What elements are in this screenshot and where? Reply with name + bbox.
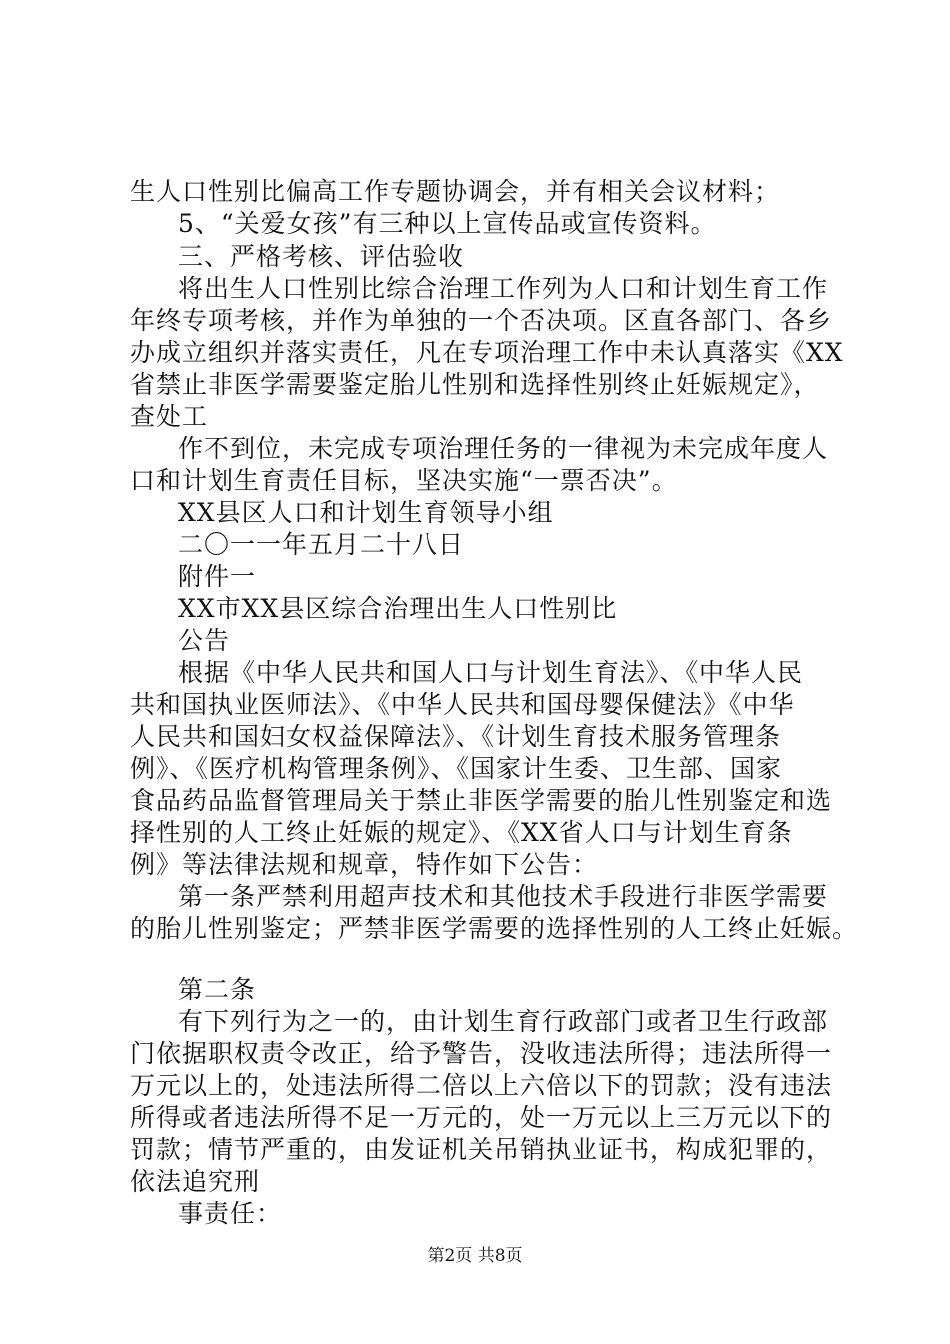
text-line: 的胎儿性别鉴定；严禁非医学需要的选择性别的人工终止妊娠。 — [130, 914, 859, 943]
text-line: 第一条严禁利用超声技术和其他技术手段进行非医学需要 — [178, 882, 829, 911]
text-line: 根据《中华人民共和国人口与计划生育法》、《中华人民 — [178, 658, 804, 687]
text-line: 事责任： — [178, 1199, 283, 1228]
text-line: 择性别的人工终止妊娠的规定》、《XX省人口与计划生育条 — [130, 818, 793, 847]
text-line: 5、“关爱女孩”有三种以上宣传品或宣传资料。 — [178, 209, 717, 238]
text-line: 省禁止非医学需要鉴定胎儿性别和选择性别终止妊娠规定》， — [130, 370, 820, 399]
text-line: 共和国执业医师法》、《中华人民共和国母婴保健法》《中华 — [130, 690, 795, 719]
text-line: 生人口性别比偏高工作专题协调会，并有相关会议材料； — [130, 177, 781, 206]
text-line: 门依据职权责令改正，给予警告，没收违法所得；违法所得一 — [130, 1039, 833, 1068]
article-heading: 第二条 — [178, 975, 257, 1004]
text-line: 食品药品监督管理局关于禁止非医学需要的胎儿性别鉴定和选 — [130, 786, 833, 815]
text-line: 依法追究刑 — [130, 1167, 261, 1196]
attachment-title: XX市XX县区综合治理出生人口性别比 — [178, 594, 618, 623]
text-line: 例》等法律法规和规章，特作如下公告： — [130, 850, 599, 879]
text-line: 将出生人口性别比综合治理工作列为人口和计划生育工作 — [178, 274, 829, 303]
attachment-label: 附件一 — [178, 562, 257, 591]
text-line: 所得或者违法所得不足一万元的，处一万元以上三万元以下的 — [130, 1103, 833, 1132]
text-line: 作不到位，未完成专项治理任务的一律视为未完成年度人 — [178, 434, 829, 463]
text-line: 罚款；情节严重的，由发证机关吊销执业证书，构成犯罪的， — [130, 1135, 833, 1164]
section-heading: 三、严格考核、评估验收 — [178, 242, 465, 271]
text-line: 人民共和国妇女权益保障法》、《计划生育技术服务管理条 — [130, 722, 782, 751]
text-line: 查处工 — [130, 402, 209, 431]
notice-heading: 公告 — [178, 626, 231, 655]
signature-org: XX县区人口和计划生育领导小组 — [178, 498, 554, 527]
page-footer: 第2页 共8页 — [427, 1246, 523, 1266]
text-line: 年终专项考核，并作为单独的一个否决项。区直各部门、各乡 — [130, 306, 833, 335]
signature-date: 二〇一一年五月二十八日 — [178, 530, 465, 559]
text-line: 口和计划生育责任目标，坚决实施“一票否决”。 — [130, 466, 678, 495]
text-line: 办成立组织并落实责任，凡在专项治理工作中未认真落实《XX — [130, 338, 844, 367]
text-line: 有下列行为之一的，由计划生育行政部门或者卫生行政部 — [178, 1007, 829, 1036]
text-line: 例》、《医疗机构管理条例》、《国家计生委、卫生部、国家 — [130, 754, 783, 783]
text-line: 万元以上的，处违法所得二倍以上六倍以下的罚款；没有违法 — [130, 1071, 833, 1100]
